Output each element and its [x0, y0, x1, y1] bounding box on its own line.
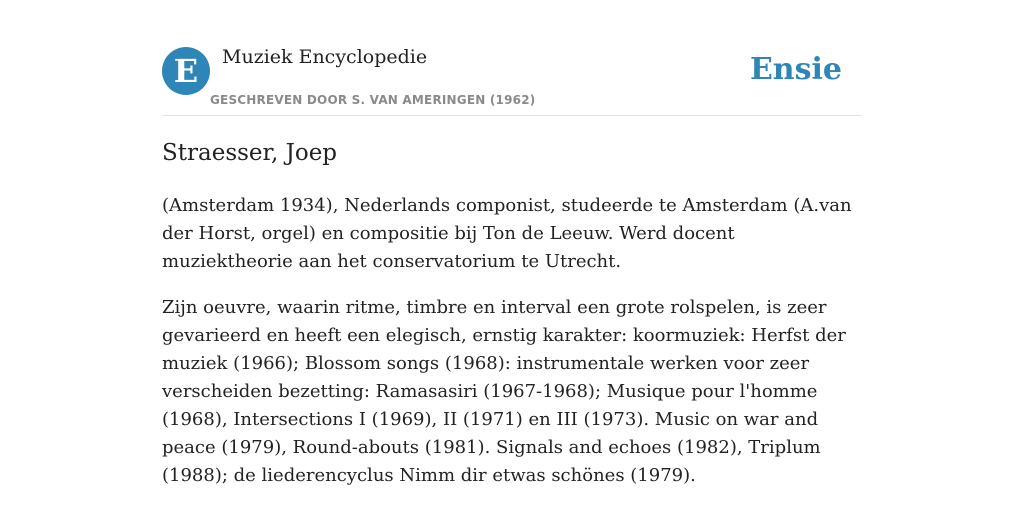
source-title[interactable]: Muziek Encyclopedie [222, 46, 428, 68]
author-credit: GESCHREVEN DOOR S. VAN AMERINGEN (1962) [210, 93, 536, 107]
header-divider [162, 115, 862, 116]
article-paragraph: (Amsterdam 1934), Nederlands componist, studeerde te Amsterdam (A.van der Horst, orgel) en compositie bij Ton de Leeuw. Werd docent muziektheorie aan het conservatorium te Utrecht. [162, 195, 852, 272]
brand-logo[interactable]: Ensie [749, 52, 842, 87]
article-title: Straesser, Joep [162, 140, 338, 166]
article-body [162, 192, 867, 508]
ensie-logo-icon[interactable]: E [162, 47, 210, 95]
article-paragraph: Zijn oeuvre, waarin ritme, timbre en interval een grote rolspelen, is zeer gevarieerd en heeft een elegisch, ernstig karakter: koormuziek: Herfst der muziek (1966); Blossom songs (1968): instrumentale werken voor zeer verscheiden bezetting: Ramasasiri (1967-1968); Musique pour l'homme (1968), Intersections I (1969), II (1971) en III (1973). Music on war and peace (1979), Round-abouts (1981). Signals and echoes (1982), Triplum (1988); de liederencyclus Nimm dir etwas schönes (1979). [162, 297, 846, 486]
